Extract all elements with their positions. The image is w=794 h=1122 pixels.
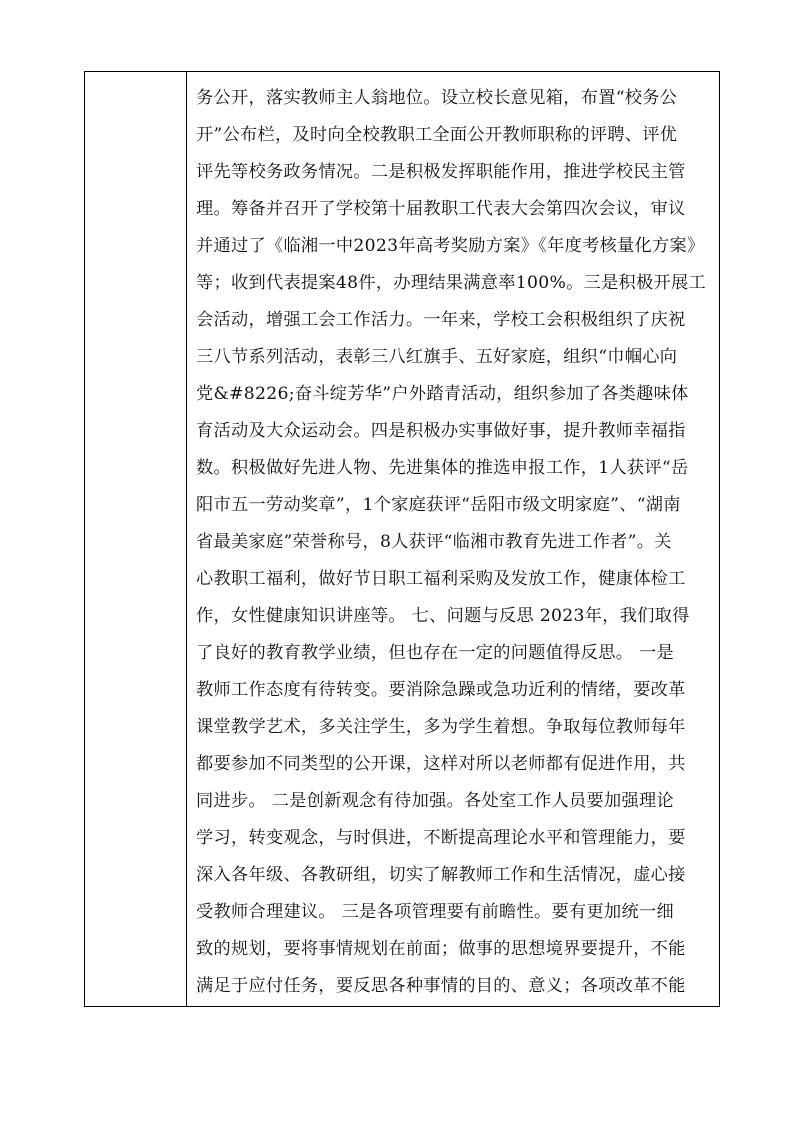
text-line: 满足于应付任务，要反思各种事情的目的、意义；各项改革不能 [196,976,686,996]
table-content-cell [188,72,719,1006]
text-line: 育活动及大众运动会。四是积极办实事做好事，提升教师幸福指 [196,421,686,441]
text-line: 等；收到代表提案48件，办理结果满意率100%。三是积极开展工 [196,273,706,293]
text-line: 心教职工福利，做好节日职工福利采购及发放工作，健康体检工 [196,569,686,589]
document-table [84,71,720,1007]
text-line: 作，女性健康知识讲座等。 七、问题与反思 2023年，我们取得 [196,606,690,626]
text-line: 同进步。 二是创新观念有待加强。各处室工作人员要加强理论 [196,791,674,811]
text-line: 致的规划，要将事情规划在前面；做事的思想境界要提升，不能 [196,939,686,959]
text-line: 务公开，落实教师主人翁地位。设立校长意见箱，布置“校务公 [196,88,678,108]
text-line: 阳市五一劳动奖章”，1个家庭获评“岳阳市级文明家庭”、“湖南 [196,495,681,515]
text-line: 并通过了《临湘一中2023年高考奖励方案》《年度考核量化方案》 [196,236,705,256]
table-left-cell [85,72,187,1006]
text-line: 省最美家庭”荣誉称号，8人获评“临湘市教育先进工作者”。关 [196,532,672,552]
text-line: 会活动，增强工会工作活力。一年来，学校工会积极组织了庆祝 [196,310,686,330]
text-line: 数。积极做好先进人物、先进集体的推选申报工作，1人获评“岳 [196,458,689,478]
text-line: 受教师合理建议。 三是各项管理要有前瞻性。要有更加统一细 [196,902,674,922]
text-line: 理。筹备并召开了学校第十届教职工代表大会第四次会议，审议 [196,199,686,219]
text-line: 党&#8226;奋斗绽芳华”户外踏青活动，组织参加了各类趣味体 [196,384,689,404]
text-line: 了良好的教育教学业绩，但也存在一定的问题值得反思。 一是 [196,643,674,663]
text-line: 评先等校务政务情况。二是积极发挥职能作用，推进学校民主管 [196,162,686,182]
text-line: 学习，转变观念，与时俱进，不断提高理论水平和管理能力，要 [196,828,686,848]
text-line: 开”公布栏，及时向全校教职工全面公开教师职称的评聘、评优 [196,125,678,145]
text-line: 深入各年级、各教研组，切实了解教师工作和生活情况，虚心接 [196,865,686,885]
text-line: 教师工作态度有待转变。要消除急躁或急功近利的情绪，要改革 [196,680,686,700]
text-line: 三八节系列活动，表彰三八红旗手、五好家庭，组织“巾帼心向 [196,347,678,367]
text-line: 课堂教学艺术，多关注学生，多为学生着想。争取每位教师每年 [196,717,686,737]
text-line: 都要参加不同类型的公开课，这样对所以老师都有促进作用，共 [196,754,686,774]
